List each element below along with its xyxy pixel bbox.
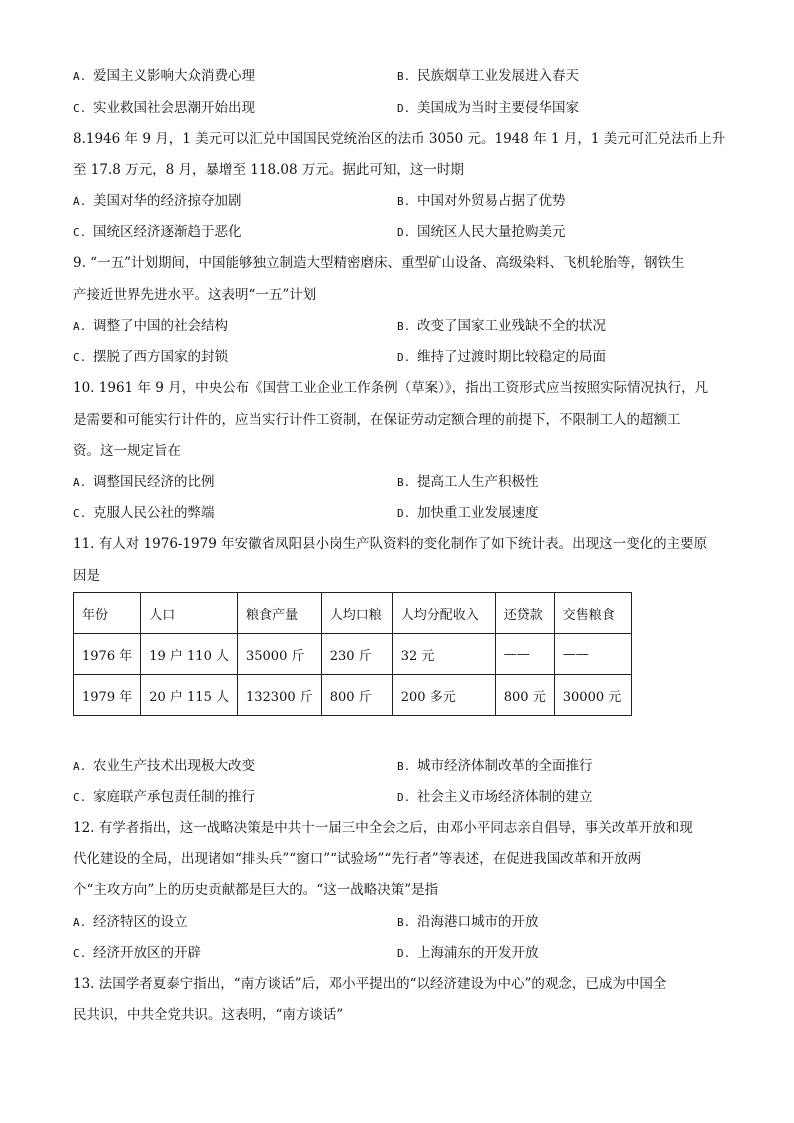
q9-option-a <box>73 317 228 336</box>
q10-stem-line-3: 资。这一规定旨在 <box>73 443 181 459</box>
option-letter: D. <box>397 351 411 364</box>
q8-stem-line-1: 8.1946 年 9 月，1 美元可以汇兑中国国民党统治区的法币 3050 元。1948 年 1 月，1 美元可汇兑法币上升 <box>73 131 726 147</box>
option-letter: C. <box>73 507 87 520</box>
option-text: 实业救国社会思潮开始出现 <box>93 100 255 116</box>
option-text: 家庭联产承包责任制的推行 <box>93 789 255 805</box>
table-cell: 1976 年 <box>74 634 141 675</box>
table-cell: 30000 元 <box>554 675 631 716</box>
q12-option-a <box>73 913 188 932</box>
q9-option-d <box>397 348 606 367</box>
option-text: 美国对华的经济掠夺加剧 <box>93 193 242 209</box>
table-header-row <box>74 593 632 634</box>
option-letter: D. <box>397 226 411 239</box>
q12-option-c <box>73 944 201 963</box>
option-text: 美国成为当时主要侵华国家 <box>417 100 579 116</box>
table-cell: 19 户 110 人 <box>141 634 238 675</box>
q10-stem-line-2: 是需要和可能实行计件的，应当实行计件工资制，在保证劳动定额合理的前提下，不限制工人的超额工 <box>73 412 681 428</box>
table-cell: 132300 斤 <box>237 675 321 716</box>
q11-option-b <box>397 757 593 776</box>
q12-option-b <box>397 913 539 932</box>
table-cell: —— <box>495 634 554 675</box>
option-letter: B. <box>397 70 411 83</box>
q8-option-d <box>397 223 566 242</box>
option-letter: B. <box>397 476 411 489</box>
table-header-cell: 还贷款 <box>495 593 554 634</box>
q11-stem-line-2: 因是 <box>73 568 100 584</box>
option-letter: C. <box>73 226 87 239</box>
option-text: 沿海港口城市的开放 <box>417 914 539 930</box>
q10-option-d <box>397 504 539 523</box>
q7-option-b <box>397 67 579 86</box>
option-text: 克服人民公社的弊端 <box>93 505 215 521</box>
q9-option-b <box>397 317 606 336</box>
option-text: 提高工人生产积极性 <box>417 474 539 490</box>
option-text: 社会主义市场经济体制的建立 <box>417 789 593 805</box>
table-header-cell: 年份 <box>74 593 141 634</box>
option-letter: A. <box>73 760 87 773</box>
option-letter: B. <box>397 760 411 773</box>
option-text: 经济特区的设立 <box>93 914 188 930</box>
q13-stem-line-2: 民共识，中共全党共识。这表明，“南方谈话” <box>73 1007 344 1023</box>
table-header-cell: 交售粮食 <box>554 593 631 634</box>
q9-stem-line-1: 9. “一五”计划期间，中国能够独立制造大型精密磨床、重型矿山设备、高级染料、飞机轮胎等，钢铁生 <box>73 255 685 271</box>
q9-stem-line-2: 产接近世界先进水平。这表明“一五”计划 <box>73 287 317 303</box>
option-letter: A. <box>73 476 87 489</box>
q10-option-c <box>73 504 215 523</box>
option-text: 爱国主义影响大众消费心理 <box>93 68 255 84</box>
table-row <box>74 634 632 675</box>
option-letter: A. <box>73 320 87 333</box>
q11-option-d <box>397 788 593 807</box>
option-letter: B. <box>397 916 411 929</box>
option-text: 上海浦东的开发开放 <box>417 945 539 961</box>
q12-stem-line-1: 12. 有学者指出，这一战略决策是中共十一届三中全会之后，由邓小平同志亲自倡导，事关改革开放和现 <box>73 820 693 836</box>
option-letter: C. <box>73 102 87 115</box>
table-cell: —— <box>554 634 631 675</box>
table-cell: 800 元 <box>495 675 554 716</box>
option-text: 摆脱了西方国家的封锁 <box>93 349 228 365</box>
table-header-cell: 粮食产量 <box>237 593 321 634</box>
option-letter: C. <box>73 351 87 364</box>
option-letter: D. <box>397 947 411 960</box>
q12-option-d <box>397 944 539 963</box>
table-cell: 32 元 <box>392 634 495 675</box>
q12-stem-line-2: 代化建设的全局，出现诸如“排头兵”“窗口”“试验场”“先行者”等表述，在促进我国改革和开放两 <box>73 851 642 867</box>
option-letter: C. <box>73 947 87 960</box>
option-letter: C. <box>73 791 87 804</box>
table-cell: 1979 年 <box>74 675 141 716</box>
table-cell: 200 多元 <box>392 675 495 716</box>
q8-option-c <box>73 223 242 242</box>
table-cell: 230 斤 <box>321 634 392 675</box>
q12-stem-line-3: 个“主攻方向”上的历史贡献都是巨大的。“这一战略决策”是指 <box>73 882 439 898</box>
option-text: 国统区经济逐渐趋于恶化 <box>93 224 242 240</box>
q8-stem-line-2: 至 17.8 万元，8 月，暴增至 118.08 万元。据此可知，这一时期 <box>73 162 464 178</box>
q10-option-b <box>397 473 539 492</box>
q11-option-a <box>73 757 255 776</box>
option-text: 中国对外贸易占据了优势 <box>417 193 566 209</box>
table-header-cell: 人口 <box>141 593 238 634</box>
option-letter: B. <box>397 195 411 208</box>
option-letter: A. <box>73 916 87 929</box>
option-letter: B. <box>397 320 411 333</box>
option-letter: A. <box>73 195 87 208</box>
option-text: 经济开放区的开辟 <box>93 945 201 961</box>
q11-option-c <box>73 788 255 807</box>
q8-option-a <box>73 192 242 211</box>
q9-option-c <box>73 348 228 367</box>
option-letter: A. <box>73 70 87 83</box>
option-text: 民族烟草工业发展进入春天 <box>417 68 579 84</box>
option-text: 农业生产技术出现极大改变 <box>93 758 255 774</box>
option-text: 维持了过渡时期比较稳定的局面 <box>417 349 606 365</box>
option-letter: D. <box>397 791 411 804</box>
q8-option-b <box>397 192 566 211</box>
statistics-table <box>73 592 632 716</box>
q10-option-a <box>73 473 215 492</box>
table-header-cell: 人均口粮 <box>321 593 392 634</box>
option-text: 国统区人民大量抢购美元 <box>417 224 566 240</box>
q11-stem-line-1: 11. 有人对 1976-1979 年安徽省凤阳县小岗生产队资料的变化制作了如下统计表。出现这一变化的主要原 <box>73 536 708 552</box>
option-text: 城市经济体制改革的全面推行 <box>417 758 593 774</box>
option-text: 调整国民经济的比例 <box>93 474 215 490</box>
option-text: 调整了中国的社会结构 <box>93 318 228 334</box>
option-text: 改变了国家工业残缺不全的状况 <box>417 318 606 334</box>
q10-stem-line-1: 10. 1961 年 9 月，中央公布《国营工业企业工作条例（草案）》，指出工资形式应当按照实际情况执行，凡 <box>73 380 709 396</box>
table-cell: 35000 斤 <box>237 634 321 675</box>
table-header-cell: 人均分配收入 <box>392 593 495 634</box>
option-text: 加快重工业发展速度 <box>417 505 539 521</box>
table-cell: 800 斤 <box>321 675 392 716</box>
q13-stem-line-1: 13. 法国学者夏泰宁指出，“南方谈话”后，邓小平提出的“以经济建设为中心”的观念，已成为中国全 <box>73 976 667 992</box>
option-letter: D. <box>397 102 411 115</box>
q7-option-d <box>397 99 579 118</box>
q7-option-a <box>73 67 255 86</box>
option-letter: D. <box>397 507 411 520</box>
table-row <box>74 675 632 716</box>
table-cell: 20 户 115 人 <box>141 675 238 716</box>
q7-option-c <box>73 99 255 118</box>
